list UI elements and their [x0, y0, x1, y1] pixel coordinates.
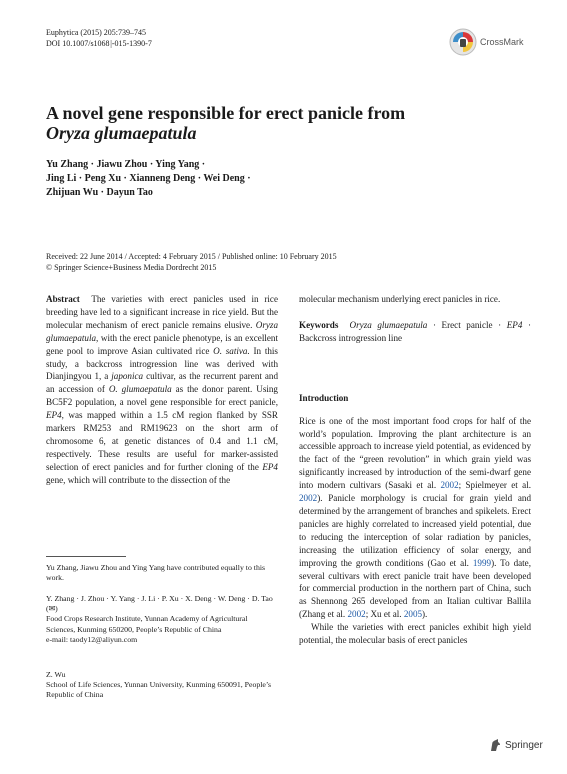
- doi[interactable]: DOI 10.1007/s1068 |-015-1390-7: [46, 39, 152, 48]
- title-line-2: Oryza glumaepatula: [46, 123, 197, 143]
- affiliation-1-institute: Food Crops Research Institute, Yunnan Academy of Agricultural Sciences, Kunming 650200, People’s Republic of China: [46, 614, 248, 634]
- abstract-text: Abstract The varieties with erect panicles used in rice breeding have led to a significant increase in rice yield. But the molecular mechanism of erect panicle remains elusive. Oryza glumaepatula, with the erect panicle phenotype, is an excellent gene pool to improve Asian cultivated rice O. sativa. In this study, a backcross introgression line was derived with Dianjingyou 1, a japonica cultivar, as the recurrent parent and an accession of O. glumaepatula as the donor parent. Using BC5F2 population, a novel gene responsible for erect panicle, EP4, was mapped within a 1.5 cM region flanked by SSR markers RM253 and RM19623 on the short arm of chromosome 6, at genetic distances of 0.4 and 1.1 cM, respectively. These results are useful for marker-assisted selection of erect panicles and for further cloning of the EP4 gene, which will contribute to the dissection of the: [46, 294, 278, 485]
- crossmark-label: CrossMark: [480, 37, 524, 47]
- citation-link[interactable]: 2002: [299, 493, 318, 504]
- abstract-column: [46, 293, 278, 487]
- journal-meta: [46, 27, 152, 49]
- crossmark-icon: [449, 28, 477, 56]
- authors-line-3: Zhijuan Wu · Dayun Tao: [46, 187, 153, 198]
- footnote-divider: [46, 556, 126, 557]
- author-list: [46, 158, 376, 200]
- copyright-line: © Springer Science+Business Media Dordrecht 2015: [46, 263, 217, 272]
- citation-link[interactable]: 1999: [472, 557, 492, 568]
- citation-link[interactable]: 2005: [403, 609, 423, 620]
- affiliation-2-names: Z. Wu: [46, 670, 66, 679]
- affiliation-2-institute: School of Life Sciences, Yunnan University, Kunming 650091, People’s Republic of China: [46, 680, 272, 700]
- article-title: [46, 103, 486, 143]
- publisher-name: Springer: [505, 739, 543, 751]
- introduction-heading: Introduction: [299, 392, 349, 403]
- publisher-logo: [488, 738, 543, 752]
- citation-link[interactable]: 2002: [347, 609, 366, 620]
- abstract-heading: Abstract: [46, 294, 80, 304]
- authors-line-1: Yu Zhang · Jiawu Zhou · Ying Yang ·: [46, 159, 206, 170]
- keywords-heading: Keywords: [299, 319, 339, 330]
- affiliation-1-names: Y. Zhang · J. Zhou · Y. Yang · J. Li · P. Xu · X. Deng · W. Deng · D. Tao (✉): [46, 594, 273, 614]
- contribution-note: Yu Zhang, Jiawu Zhou and Ying Yang have contributed equally to this work.: [46, 563, 266, 583]
- dates-line: Received: 22 June 2014 / Accepted: 4 February 2015 / Published online: 10 February 2015: [46, 252, 337, 261]
- publication-dates: [46, 251, 486, 273]
- authors-line-2: Jing Li · Peng Xu · Xianneng Deng · Wei Deng ·: [46, 173, 251, 184]
- introduction-paragraph-2: While the varieties with erect panicles exhibit high yield potential, the molecular basis of erect panicles: [299, 622, 531, 646]
- springer-horse-icon: [488, 738, 502, 752]
- introduction-paragraph-1: Rice is one of the most important food crops for half of the world’s population. Improving the plant architecture is an accessible approach to increase yield potential, as evidenced by the fact of the “green revolution” in which grain yield was significantly increased by introduction of the semi-dwarf gene into modern cultivars (Sasaki et al. 2002; Spielmeyer et al. 2002). Panicle morphology is crucial for grain yield and determined by the arrangement of branches and spikelets. Erect panicles are highly correlated to increased yield potential, due to reducing the interception of solar radiation by panicles, increasing the utilization efficiency of solar energy, and improving the growth conditions (Gao et al. 1999). To date, several cultivars with erect panicle trait have been developed for commercial production in the northern part of China, such as Shennong 265 developed from an Italian cultivar Ballila (Zhang et al. 2002; Xu et al. 2005).: [299, 415, 531, 620]
- email[interactable]: e-mail: taody12@aliyun.com: [46, 634, 138, 644]
- title-line-1: A novel gene responsible for erect panicle from: [46, 103, 406, 123]
- affiliation-1: [46, 594, 278, 645]
- abstract-continuation: molecular mechanism underlying erect panicles in rice.: [299, 294, 501, 304]
- journal-citation: Euphytica (2015) 205:739–745: [46, 28, 146, 37]
- keywords: Keywords Oryza glumaepatula · Erect panicle · EP4 · Backcross introgression line: [299, 319, 531, 343]
- affiliation-2: [46, 670, 278, 701]
- right-column: [299, 293, 531, 647]
- crossmark-badge[interactable]: [449, 28, 524, 56]
- citation-link[interactable]: 2002: [440, 480, 459, 491]
